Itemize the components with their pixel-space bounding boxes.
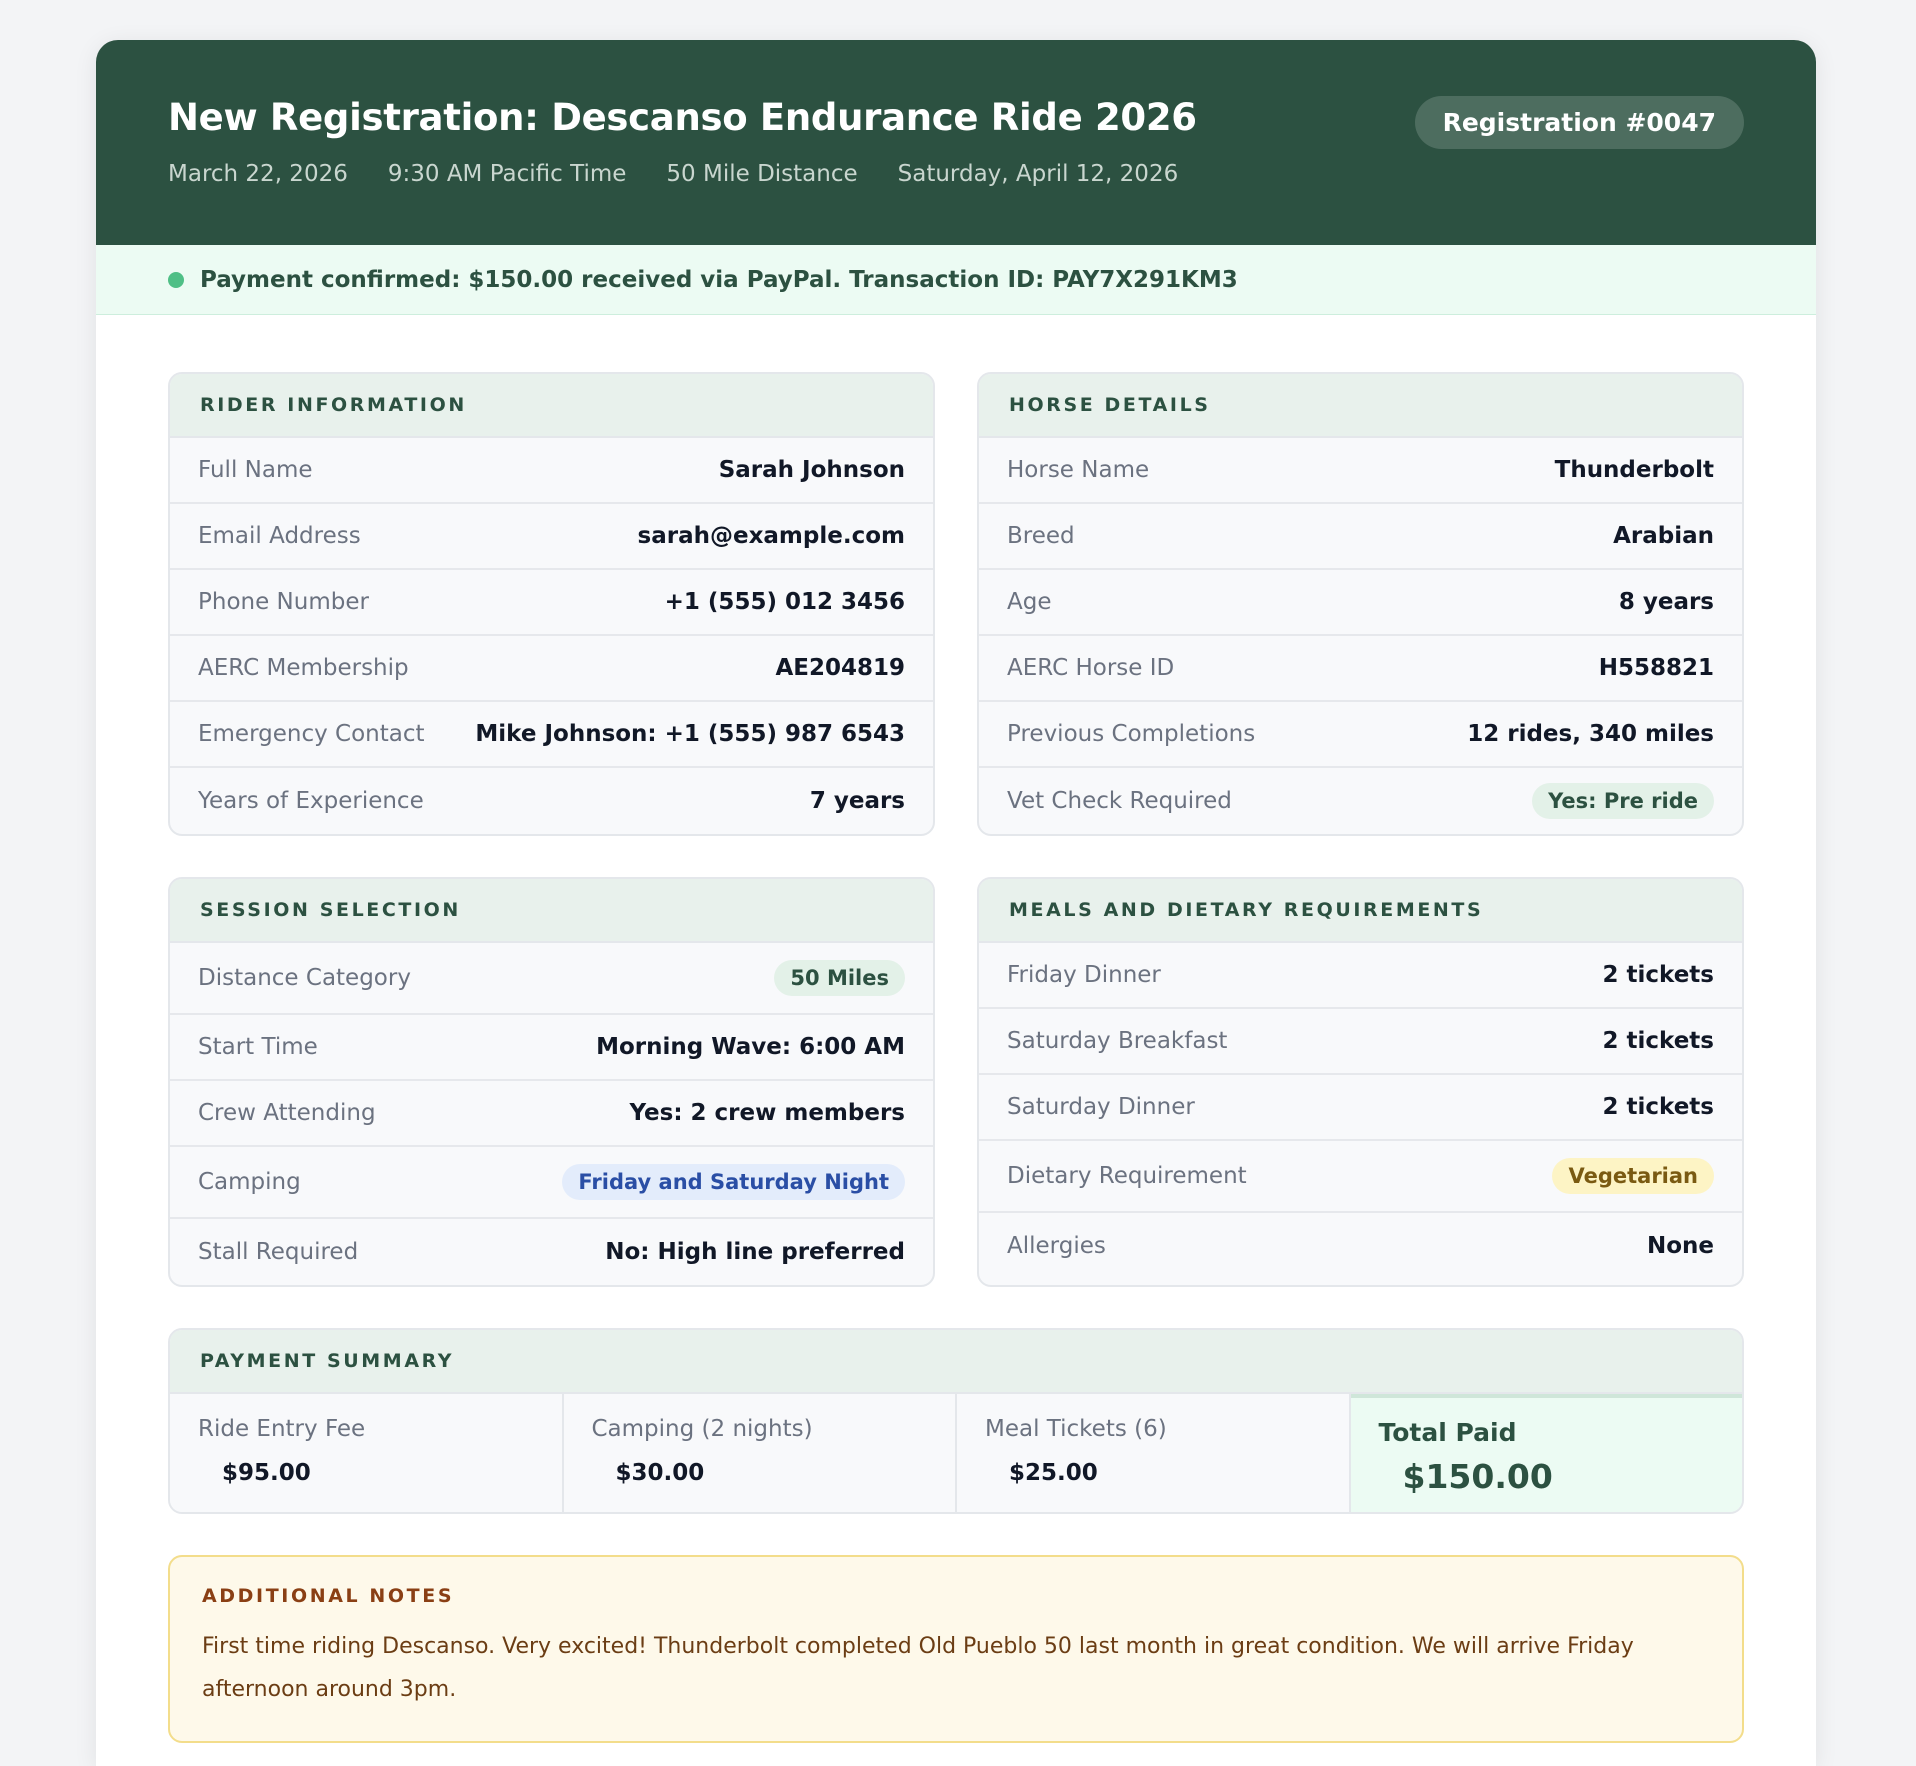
rider-information-panel — [168, 372, 935, 836]
row-label: Emergency Contact — [198, 721, 425, 747]
row-value: 2 tickets — [1602, 1094, 1714, 1120]
row-label: Start Time — [198, 1034, 318, 1060]
row-label: Stall Required — [198, 1239, 359, 1265]
row-label: Saturday Breakfast — [1007, 1028, 1228, 1054]
detail-row — [170, 1015, 933, 1081]
row-value: 2 tickets — [1602, 1028, 1714, 1054]
row-label: Breed — [1007, 523, 1075, 549]
row-value: +1 (555) 012 3456 — [664, 589, 905, 615]
detail-row — [170, 702, 933, 768]
detail-row — [979, 1009, 1742, 1075]
row-label: Vet Check Required — [1007, 788, 1232, 814]
payment-item-amount: $30.00 — [615, 1460, 705, 1486]
additional-notes-panel — [168, 1555, 1744, 1743]
row-label: AERC Membership — [198, 655, 409, 681]
panel-title: HORSE DETAILS — [979, 374, 1742, 438]
detail-row — [979, 943, 1742, 1009]
row-label: Previous Completions — [1007, 721, 1256, 747]
detail-row — [979, 1213, 1742, 1279]
header-meta — [168, 161, 1744, 187]
row-label: Allergies — [1007, 1233, 1106, 1259]
row-label: Dietary Requirement — [1007, 1163, 1247, 1189]
detail-row — [170, 504, 933, 570]
submitted-time: 9:30 AM Pacific Time — [387, 161, 627, 187]
detail-row — [170, 438, 933, 504]
payment-summary-panel — [168, 1328, 1744, 1514]
vet-check-badge: Yes: Pre ride — [1532, 783, 1714, 819]
row-label: Saturday Dinner — [1007, 1094, 1195, 1120]
row-value: 12 rides, 340 miles — [1467, 721, 1714, 747]
row-value: sarah@example.com — [637, 523, 905, 549]
detail-row — [170, 943, 933, 1015]
row-label: Phone Number — [198, 589, 369, 615]
total-amount: $150.00 — [1402, 1457, 1553, 1496]
registration-header — [96, 40, 1816, 245]
row-label: Years of Experience — [198, 788, 424, 814]
row-label: Full Name — [198, 457, 313, 483]
registration-number-badge: Registration #0047 — [1415, 96, 1744, 149]
row-value: Morning Wave: 6:00 AM — [596, 1034, 905, 1060]
detail-row — [979, 636, 1742, 702]
detail-row — [170, 1219, 933, 1285]
page-title: New Registration: Descanso Endurance Ride 2026 — [168, 96, 1197, 139]
row-label: Camping — [198, 1169, 301, 1195]
detail-row — [979, 504, 1742, 570]
payment-item-amount: $95.00 — [222, 1460, 311, 1486]
notes-title: ADDITIONAL NOTES — [202, 1585, 455, 1607]
detail-row — [170, 570, 933, 636]
payment-confirmation-text: Payment confirmed: $150.00 received via PayPal. Transaction ID: PAY7X291KM3 — [200, 266, 1238, 293]
row-label: AERC Horse ID — [1007, 655, 1175, 681]
registration-content — [96, 315, 1816, 1743]
status-dot-icon — [168, 272, 184, 288]
payment-confirmation-banner — [96, 245, 1816, 315]
ride-distance: 50 Mile Distance — [666, 161, 858, 187]
row-value: Thunderbolt — [1554, 457, 1714, 483]
detail-row — [170, 1147, 933, 1219]
ride-date: Saturday, April 12, 2026 — [897, 161, 1179, 187]
detail-row — [170, 1081, 933, 1147]
row-value: Mike Johnson: +1 (555) 987 6543 — [475, 721, 905, 747]
row-value: Arabian — [1613, 523, 1714, 549]
meals-dietary-panel — [977, 877, 1744, 1287]
payment-item-label: Meal Tickets (6) — [985, 1416, 1167, 1442]
row-label: Horse Name — [1007, 457, 1150, 483]
row-label: Distance Category — [198, 965, 411, 991]
distance-badge: 50 Miles — [774, 960, 905, 996]
payment-breakdown — [170, 1394, 1742, 1512]
panel-title: SESSION SELECTION — [170, 879, 933, 943]
row-value: 2 tickets — [1602, 962, 1714, 988]
payment-item — [957, 1394, 1351, 1512]
payment-item-amount: $25.00 — [1009, 1460, 1098, 1486]
detail-row — [979, 702, 1742, 768]
row-value: None — [1646, 1233, 1714, 1259]
payment-item-label: Camping (2 nights) — [591, 1416, 813, 1442]
camping-badge: Friday and Saturday Night — [562, 1164, 905, 1200]
detail-row — [170, 768, 933, 834]
row-label: Age — [1007, 589, 1052, 615]
row-value: Yes: 2 crew members — [629, 1100, 905, 1126]
details-grid — [168, 372, 1744, 1287]
detail-row — [170, 636, 933, 702]
row-value: 7 years — [809, 788, 905, 814]
total-label: Total Paid — [1378, 1418, 1517, 1447]
registration-card — [96, 40, 1816, 1766]
payment-item-label: Ride Entry Fee — [198, 1416, 366, 1442]
row-value: H558821 — [1598, 655, 1714, 681]
row-value: Sarah Johnson — [718, 457, 905, 483]
dietary-badge: Vegetarian — [1552, 1158, 1714, 1194]
detail-row — [979, 1141, 1742, 1213]
horse-details-panel — [977, 372, 1744, 836]
detail-row — [979, 570, 1742, 636]
payment-total — [1351, 1394, 1743, 1512]
panel-title: MEALS AND DIETARY REQUIREMENTS — [979, 879, 1742, 943]
payment-item — [170, 1394, 564, 1512]
row-value: No: High line preferred — [605, 1239, 905, 1265]
panel-title: PAYMENT SUMMARY — [170, 1330, 1742, 1394]
notes-text: First time riding Descanso. Very excited! Thunderbolt completed Old Pueblo 50 last month in great condition. We will arrive Friday afternoon around 3pm. — [202, 1634, 1634, 1702]
row-value: 8 years — [1618, 589, 1714, 615]
detail-row — [979, 1075, 1742, 1141]
row-label: Friday Dinner — [1007, 962, 1161, 988]
session-selection-panel — [168, 877, 935, 1287]
row-value: AE204819 — [775, 655, 905, 681]
row-label: Crew Attending — [198, 1100, 376, 1126]
panel-title: RIDER INFORMATION — [170, 374, 933, 438]
row-label: Email Address — [198, 523, 361, 549]
detail-row — [979, 768, 1742, 834]
detail-row — [979, 438, 1742, 504]
payment-item — [564, 1394, 958, 1512]
submitted-date: March 22, 2026 — [168, 161, 348, 187]
